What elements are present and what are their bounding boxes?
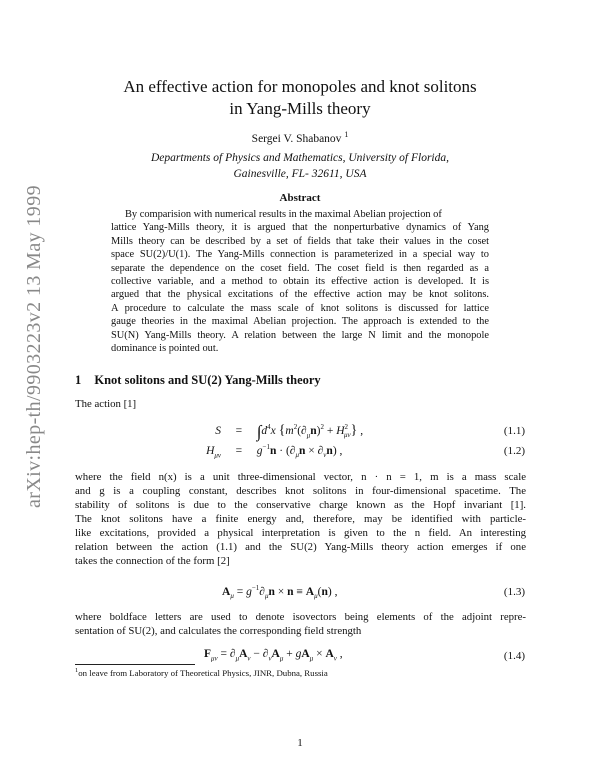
paper-title-line1: An effective action for monopoles and knot solitons bbox=[123, 77, 477, 96]
abstract-heading: Abstract bbox=[279, 192, 321, 204]
footnote bbox=[75, 667, 328, 678]
footnote-mark: 1 bbox=[75, 667, 79, 674]
affiliation-line2: Gainesville, FL- 32611, USA bbox=[233, 168, 367, 180]
page-number: 1 bbox=[297, 737, 303, 749]
text-line: sentation of SU(2), and calculates the corresponding field strength bbox=[75, 625, 362, 637]
equation-number: (1.4) bbox=[503, 650, 525, 662]
section-heading bbox=[75, 373, 321, 388]
author-name: Sergei V. Shabanov bbox=[251, 132, 342, 145]
abstract-line: dominance is pointed out. bbox=[111, 343, 219, 355]
text-line: takes the connection of the form [2] bbox=[75, 555, 230, 567]
paragraph bbox=[75, 610, 526, 638]
text-line: and g is a coupling constant, describes knot solitons in four-dimensional spacetime. The bbox=[75, 485, 526, 497]
abstract-line: SU(N) Yang-Mills theory. A relation between the large N limit and the monopole bbox=[111, 329, 489, 341]
author bbox=[0, 130, 600, 145]
text-line: like excitations, provided a physical interpretation is given to the n field. An interesting bbox=[75, 527, 526, 539]
affiliation-line1: Departments of Physics and Mathematics, University of Florida, bbox=[150, 152, 449, 164]
abstract-line: By comparision with numerical results in the maximal Abelian projection of bbox=[125, 209, 442, 220]
text-line: stability of solitons is due to the conservative charge known as the Hopf invariant [1]. bbox=[75, 499, 526, 511]
abstract-line: separate the dependence on the coset field. The coset field is then regarded as a bbox=[111, 262, 489, 274]
abstract-line: space SU(2)/U(1). The Yang-Mills connection is parameterized in a special way to bbox=[111, 249, 489, 261]
footnote-text: on leave from Laboratory of Theoretical Physics, JINR, Dubna, Russia bbox=[78, 667, 328, 678]
arxiv-stamp-text: arXiv:hep-th/9903223v2 13 May 1999 bbox=[23, 184, 45, 508]
text-line: where the field n(x) is a unit three-dimensional vector, n · n = 1, m is a mass scale bbox=[75, 471, 526, 483]
equation-1-1: $S = \int d^4x$ $\{m^2(\partial_\mu n)^2 + H^2_{\mu\nu}\}$ , bbox=[215, 422, 364, 441]
abstract-line: collective variable, and a method to obtain its effective action is developed. It is bbox=[111, 276, 489, 288]
text-line: where boldface letters are used to denote isovectors being elements of the adjoint repre- bbox=[75, 611, 526, 623]
paper-title-line2: in Yang-Mills theory bbox=[229, 99, 371, 118]
equation-1-2: $H_{\mu\nu} = g^{-1}n \cdot (\partial_\mu n \times \partial_\nu n)$ , bbox=[206, 443, 343, 460]
abstract-line: gauge theories in the maximal Abelian projection. The approach is extended to the bbox=[111, 316, 489, 328]
author-footnote-mark: 1 bbox=[344, 130, 349, 139]
abstract-line: A procedure to calculate the mass scale of knot solitons is discussed for lattice bbox=[111, 302, 489, 314]
abstract-line: argued that the physical excitations of the effective action may be knot solitons. bbox=[111, 289, 489, 301]
equation-1-3: $A_\mu = g^{-1}\partial_\mu n \times n \equiv A_\mu(n)$ , bbox=[222, 584, 338, 601]
section-number: 1 bbox=[75, 373, 82, 387]
equation-number: (1.2) bbox=[503, 445, 525, 457]
equation-number: (1.1) bbox=[503, 425, 525, 437]
equation-number: (1.3) bbox=[503, 586, 525, 598]
intro-text: The action [1] bbox=[75, 398, 137, 410]
paragraph bbox=[75, 470, 526, 568]
abstract-line: lattice Yang-Mills theory, it is argued that the nonperturbative dynamics of Yang bbox=[111, 222, 489, 234]
abstract-body bbox=[111, 208, 489, 355]
section-title: Knot solitons and SU(2) Yang-Mills theory bbox=[94, 373, 321, 387]
text-line: The knot solitons have a finite energy and, therefore, may be identified with particle- bbox=[75, 513, 526, 525]
footnote-rule bbox=[75, 664, 195, 665]
equation-1-4: $F_{\mu\nu} = \partial_\mu A_\nu - \partial_\nu A_\mu + gA_\mu \times A_\nu$ , bbox=[204, 648, 343, 663]
text-line: relation between the action (1.1) and the SU(2) Yang-Mills theory action emerges if one bbox=[75, 541, 526, 553]
abstract-line: Mills theory can be described by a set of fields that take their values in the coset bbox=[111, 235, 489, 247]
